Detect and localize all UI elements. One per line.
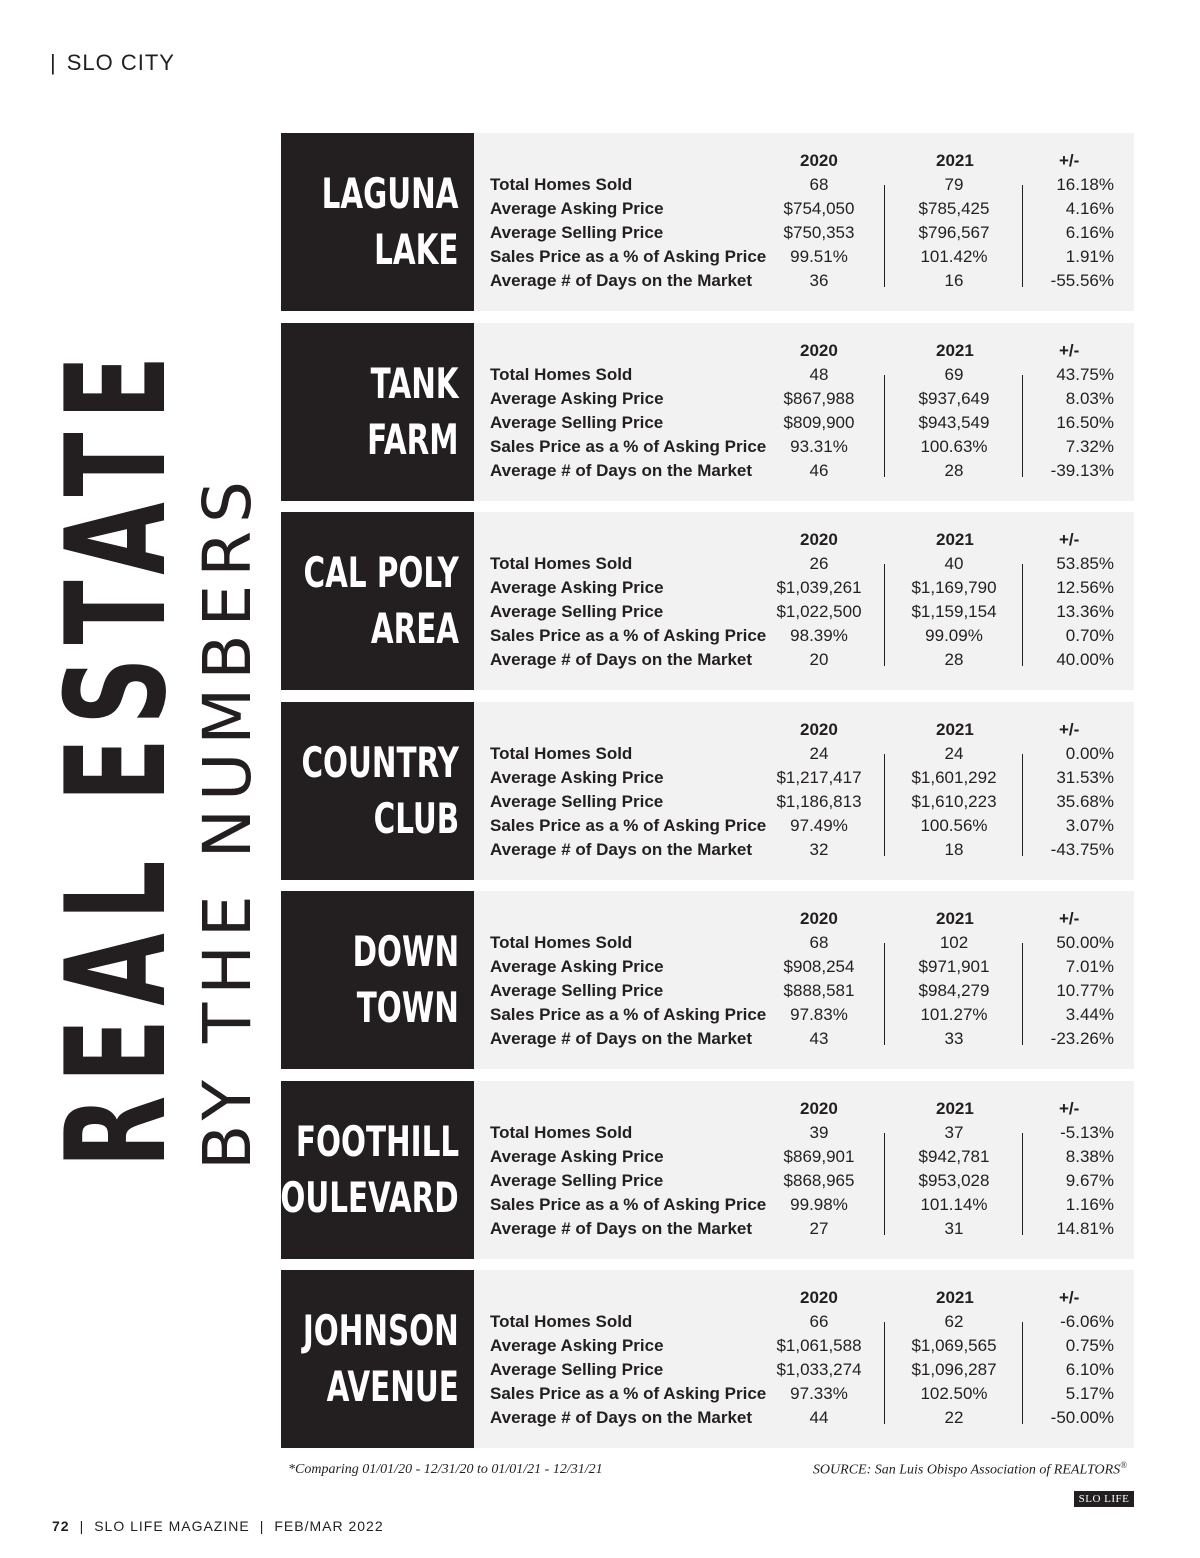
value-2020: 44 (809, 1408, 829, 1427)
source-credit (813, 1460, 1127, 1479)
value-change: 1.91% (1065, 247, 1114, 266)
value-2020: 46 (809, 461, 829, 480)
value-2021: 18 (944, 840, 964, 859)
column-divider (884, 754, 885, 856)
value-2020: 20 (809, 650, 829, 669)
column-divider (1022, 943, 1023, 1045)
value-2021: 101.27% (920, 1005, 988, 1024)
metric-label: Average # of Days on the Market (490, 1029, 753, 1048)
metric-label: Average Selling Price (490, 602, 664, 621)
value-2020: 43 (809, 1029, 829, 1048)
page-title (36, 0, 197, 1168)
neighborhood-card (258, 1081, 1134, 1259)
column-divider (884, 1133, 885, 1235)
column-header-change: +/- (1059, 1288, 1080, 1307)
value-change: 35.68% (1056, 792, 1114, 811)
value-2020: $754,050 (783, 199, 855, 218)
metric-label: Average Asking Price (490, 199, 664, 218)
table-row (474, 650, 1134, 674)
value-change: -50.00% (1050, 1408, 1114, 1427)
registered-mark: ® (1120, 1460, 1127, 1470)
neighborhood-card (281, 1270, 1134, 1448)
value-2021: 37 (944, 1123, 964, 1142)
neighborhood-card (281, 891, 1134, 1069)
stats-table (474, 702, 1134, 880)
neighborhood-name (281, 1270, 474, 1448)
stats-table (474, 1081, 1134, 1259)
slo-life-logo: SLO LIFE (1074, 1491, 1134, 1507)
value-2021: $1,069,565 (911, 1336, 997, 1355)
column-divider (884, 564, 885, 666)
neighborhood-name-line: DOWN (352, 927, 459, 976)
value-change: 12.56% (1056, 578, 1114, 597)
value-2021: 22 (944, 1408, 964, 1427)
neighborhood-name-line: TOWN (356, 983, 459, 1032)
value-2021: $984,279 (918, 981, 990, 1000)
metric-label: Average Selling Price (490, 223, 664, 242)
neighborhood-name-line: COUNTRY (301, 738, 459, 787)
value-2021: $785,425 (918, 199, 990, 218)
table-row (474, 461, 1134, 485)
table-row (474, 792, 1134, 816)
table-row (474, 626, 1134, 650)
value-2020: $1,022,500 (776, 602, 862, 621)
column-header-change: +/- (1059, 341, 1080, 360)
value-2021: $1,096,287 (911, 1360, 997, 1379)
value-change: 7.32% (1065, 437, 1114, 456)
table-row (474, 1408, 1134, 1432)
neighborhood-name (281, 323, 474, 501)
column-header-2021: 2021 (936, 720, 974, 739)
value-change: 16.50% (1056, 413, 1114, 432)
table-row (474, 1312, 1134, 1336)
column-divider (884, 1322, 885, 1424)
value-2020: $888,581 (783, 981, 855, 1000)
neighborhood-name (281, 512, 474, 690)
value-2021: 28 (944, 461, 964, 480)
table-row (474, 247, 1134, 271)
table-row (474, 768, 1134, 792)
table-row (474, 578, 1134, 602)
column-header-2020: 2020 (800, 530, 838, 549)
metric-label: Average Asking Price (490, 768, 664, 787)
value-2021: $1,601,292 (911, 768, 997, 787)
column-divider (884, 375, 885, 477)
value-2020: $869,901 (783, 1147, 855, 1166)
column-header-2020: 2020 (800, 720, 838, 739)
value-2020: $1,039,261 (776, 578, 862, 597)
section-divider: | (50, 50, 57, 75)
value-2020: 39 (809, 1123, 829, 1142)
column-header-2021: 2021 (936, 1099, 974, 1118)
value-2020: $867,988 (783, 389, 855, 408)
value-2021: 33 (944, 1029, 964, 1048)
table-row (474, 175, 1134, 199)
value-2020: $1,033,274 (776, 1360, 862, 1379)
value-change: 0.75% (1065, 1336, 1114, 1355)
neighborhood-name-line: CLUB (373, 794, 459, 843)
value-2020: $809,900 (783, 413, 855, 432)
table-row (474, 981, 1134, 1005)
value-change: 0.00% (1065, 744, 1114, 763)
column-divider (1022, 1322, 1023, 1424)
metric-label: Sales Price as a % of Asking Price (490, 247, 767, 266)
value-change: 43.75% (1056, 365, 1114, 384)
neighborhood-name-line: BOULEVARD (258, 1173, 459, 1222)
table-row (474, 1147, 1134, 1171)
column-header-2020: 2020 (800, 1099, 838, 1118)
column-header-change: +/- (1059, 1099, 1080, 1118)
column-divider (884, 185, 885, 287)
value-2020: 24 (809, 744, 829, 763)
metric-label: Average Selling Price (490, 1360, 664, 1379)
column-divider (1022, 1133, 1023, 1235)
value-2020: 93.31% (790, 437, 848, 456)
metric-label: Average # of Days on the Market (490, 650, 753, 669)
metric-label: Total Homes Sold (490, 175, 633, 194)
value-2021: $1,159,154 (911, 602, 997, 621)
value-change: 16.18% (1056, 175, 1114, 194)
value-2021: $971,901 (918, 957, 990, 976)
table-row (474, 554, 1134, 578)
metric-label: Total Homes Sold (490, 365, 633, 384)
neighborhood-name (281, 133, 474, 311)
value-2021: $1,610,223 (911, 792, 997, 811)
value-2020: 99.98% (790, 1195, 848, 1214)
value-2021: $942,781 (918, 1147, 990, 1166)
value-2021: $943,549 (918, 413, 990, 432)
value-2021: 100.56% (920, 816, 988, 835)
value-change: 7.01% (1065, 957, 1114, 976)
metric-label: Average # of Days on the Market (490, 271, 753, 290)
value-2021: 101.42% (920, 247, 988, 266)
metric-label: Sales Price as a % of Asking Price (490, 1195, 767, 1214)
page-subtitle-wrap (189, 473, 266, 1170)
value-2021: 69 (944, 365, 964, 384)
table-row (474, 1029, 1134, 1053)
value-change: 3.07% (1065, 816, 1114, 835)
value-2020: $908,254 (783, 957, 855, 976)
value-2021: 31 (944, 1219, 964, 1238)
column-header-change: +/- (1059, 530, 1080, 549)
table-row (474, 199, 1134, 223)
value-change: 8.38% (1065, 1147, 1114, 1166)
section-name: SLO CITY (66, 50, 175, 75)
neighborhood-name-line: LAKE (374, 225, 459, 274)
metric-label: Average Asking Price (490, 1147, 664, 1166)
metric-label: Total Homes Sold (490, 933, 633, 952)
neighborhood-name (258, 1081, 474, 1259)
value-2020: $868,965 (783, 1171, 855, 1190)
value-2021: 99.09% (925, 626, 983, 645)
table-row (474, 437, 1134, 461)
value-2020: 98.39% (790, 626, 848, 645)
column-divider (1022, 754, 1023, 856)
table-row (474, 223, 1134, 247)
table-row (474, 744, 1134, 768)
table-row (474, 1171, 1134, 1195)
value-change: 5.17% (1065, 1384, 1114, 1403)
magazine-name: SLO LIFE MAGAZINE (94, 1518, 250, 1534)
table-row (474, 816, 1134, 840)
metric-label: Sales Price as a % of Asking Price (490, 1384, 767, 1403)
neighborhood-name-line: JOHNSON (303, 1306, 459, 1355)
neighborhood-name (281, 702, 474, 880)
metric-label: Total Homes Sold (490, 1312, 633, 1331)
footer-divider: | (259, 1518, 265, 1534)
stats-table (474, 891, 1134, 1069)
column-header-change: +/- (1059, 909, 1080, 928)
column-header-2021: 2021 (936, 909, 974, 928)
value-change: 13.36% (1056, 602, 1114, 621)
value-2020: 26 (809, 554, 829, 573)
value-change: -5.13% (1060, 1123, 1114, 1142)
value-change: 3.44% (1065, 1005, 1114, 1024)
value-2020: 36 (809, 271, 829, 290)
metric-label: Average # of Days on the Market (490, 461, 753, 480)
neighborhood-card (281, 702, 1134, 880)
value-change: 10.77% (1056, 981, 1114, 1000)
page-number: 72 (52, 1518, 70, 1534)
value-2020: 97.83% (790, 1005, 848, 1024)
value-change: -39.13% (1050, 461, 1114, 480)
column-header-2020: 2020 (800, 909, 838, 928)
column-header-2020: 2020 (800, 341, 838, 360)
value-2020: $750,353 (783, 223, 855, 242)
value-change: 50.00% (1056, 933, 1114, 952)
value-2021: 24 (944, 744, 964, 763)
value-2020: 27 (809, 1219, 829, 1238)
metric-label: Average Asking Price (490, 578, 664, 597)
metric-label: Average Selling Price (490, 981, 664, 1000)
table-row (474, 933, 1134, 957)
value-2020: $1,217,417 (776, 768, 862, 787)
column-header-change: +/- (1059, 720, 1080, 739)
metric-label: Total Homes Sold (490, 1123, 633, 1142)
table-row (474, 1336, 1134, 1360)
column-header-2021: 2021 (936, 530, 974, 549)
value-2021: $1,169,790 (911, 578, 997, 597)
page-footer (52, 1518, 384, 1534)
stats-table (474, 1270, 1134, 1448)
value-2020: 66 (809, 1312, 829, 1331)
value-2020: 97.33% (790, 1384, 848, 1403)
value-2020: $1,186,813 (776, 792, 862, 811)
neighborhood-card (281, 323, 1134, 501)
value-2021: 28 (944, 650, 964, 669)
metric-label: Average Selling Price (490, 1171, 664, 1190)
table-row (474, 389, 1134, 413)
value-change: -43.75% (1050, 840, 1114, 859)
footer-divider: | (79, 1518, 85, 1534)
table-row (474, 1384, 1134, 1408)
table-row (474, 1195, 1134, 1219)
stats-table (474, 512, 1134, 690)
value-change: 6.10% (1065, 1360, 1114, 1379)
table-row (474, 1123, 1134, 1147)
column-header-2020: 2020 (800, 151, 838, 170)
table-row (474, 271, 1134, 295)
metric-label: Average Asking Price (490, 957, 664, 976)
neighborhood-card (281, 133, 1134, 311)
value-2020: 48 (809, 365, 829, 384)
metric-label: Average # of Days on the Market (490, 1408, 753, 1427)
value-2021: 102.50% (920, 1384, 988, 1403)
value-2021: 101.14% (920, 1195, 988, 1214)
metric-label: Total Homes Sold (490, 554, 633, 573)
column-divider (884, 943, 885, 1045)
value-change: 31.53% (1056, 768, 1114, 787)
page-title-main: REAL ESTATE (36, 342, 197, 1168)
value-2021: 102 (939, 933, 969, 952)
metric-label: Sales Price as a % of Asking Price (490, 816, 767, 835)
column-header-change: +/- (1059, 151, 1080, 170)
stats-table (474, 323, 1134, 501)
column-divider (1022, 185, 1023, 287)
metric-label: Average Selling Price (490, 792, 664, 811)
neighborhood-name-line: AREA (370, 604, 459, 653)
column-divider (1022, 375, 1023, 477)
stats-table (474, 133, 1134, 311)
table-row (474, 1360, 1134, 1384)
metric-label: Average # of Days on the Market (490, 1219, 753, 1238)
column-header-2020: 2020 (800, 1288, 838, 1307)
value-2021: 16 (944, 271, 964, 290)
value-change: 9.67% (1065, 1171, 1114, 1190)
table-row (474, 840, 1134, 864)
page-subtitle: BY THE NUMBERS (189, 473, 266, 1170)
value-2020: 32 (809, 840, 829, 859)
value-change: 8.03% (1065, 389, 1114, 408)
metric-label: Sales Price as a % of Asking Price (490, 626, 767, 645)
value-change: 4.16% (1065, 199, 1114, 218)
value-2021: $796,567 (918, 223, 990, 242)
value-change: -23.26% (1050, 1029, 1114, 1048)
table-row (474, 1005, 1134, 1029)
value-2021: $937,649 (918, 389, 990, 408)
value-change: 53.85% (1056, 554, 1114, 573)
metric-label: Average Asking Price (490, 1336, 664, 1355)
value-2021: 40 (944, 554, 964, 573)
table-row (474, 413, 1134, 437)
column-header-2021: 2021 (936, 341, 974, 360)
neighborhood-name-line: FARM (367, 415, 459, 464)
metric-label: Average Asking Price (490, 389, 664, 408)
neighborhood-name (281, 891, 474, 1069)
value-change: -6.06% (1060, 1312, 1114, 1331)
value-2021: 62 (944, 1312, 964, 1331)
neighborhood-name-line: LAGUNA (322, 169, 459, 218)
issue-date: FEB/MAR 2022 (274, 1518, 384, 1534)
value-change: 40.00% (1056, 650, 1114, 669)
metric-label: Average # of Days on the Market (490, 840, 753, 859)
column-header-2021: 2021 (936, 1288, 974, 1307)
table-row (474, 365, 1134, 389)
neighborhood-name-line: FOOTHILL (295, 1117, 459, 1166)
value-2021: 100.63% (920, 437, 988, 456)
neighborhood-name-line: TANK (371, 359, 459, 408)
neighborhood-name-line: CAL POLY (303, 548, 459, 597)
column-header-2021: 2021 (936, 151, 974, 170)
value-change: -55.56% (1050, 271, 1114, 290)
metric-label: Sales Price as a % of Asking Price (490, 437, 767, 456)
value-2020: 68 (809, 933, 829, 952)
table-row (474, 602, 1134, 626)
neighborhood-card (281, 512, 1134, 690)
value-change: 14.81% (1056, 1219, 1114, 1238)
metric-label: Sales Price as a % of Asking Price (490, 1005, 767, 1024)
value-change: 1.16% (1065, 1195, 1114, 1214)
value-2021: $953,028 (918, 1171, 990, 1190)
value-2020: 99.51% (790, 247, 848, 266)
table-row (474, 1219, 1134, 1243)
value-2020: 97.49% (790, 816, 848, 835)
source-text: SOURCE: San Luis Obispo Association of REALTORS (812, 1462, 1121, 1478)
footnote: *Comparing 01/01/20 - 12/31/20 to 01/01/21 - 12/31/21 (288, 1462, 603, 1477)
value-2021: 79 (944, 175, 964, 194)
neighborhood-name-line: AVENUE (326, 1362, 459, 1411)
metric-label: Average Selling Price (490, 413, 664, 432)
metric-label: Total Homes Sold (490, 744, 633, 763)
value-2020: 68 (809, 175, 829, 194)
column-divider (1022, 564, 1023, 666)
value-2020: $1,061,588 (776, 1336, 862, 1355)
value-change: 0.70% (1065, 626, 1114, 645)
table-row (474, 957, 1134, 981)
value-change: 6.16% (1065, 223, 1114, 242)
